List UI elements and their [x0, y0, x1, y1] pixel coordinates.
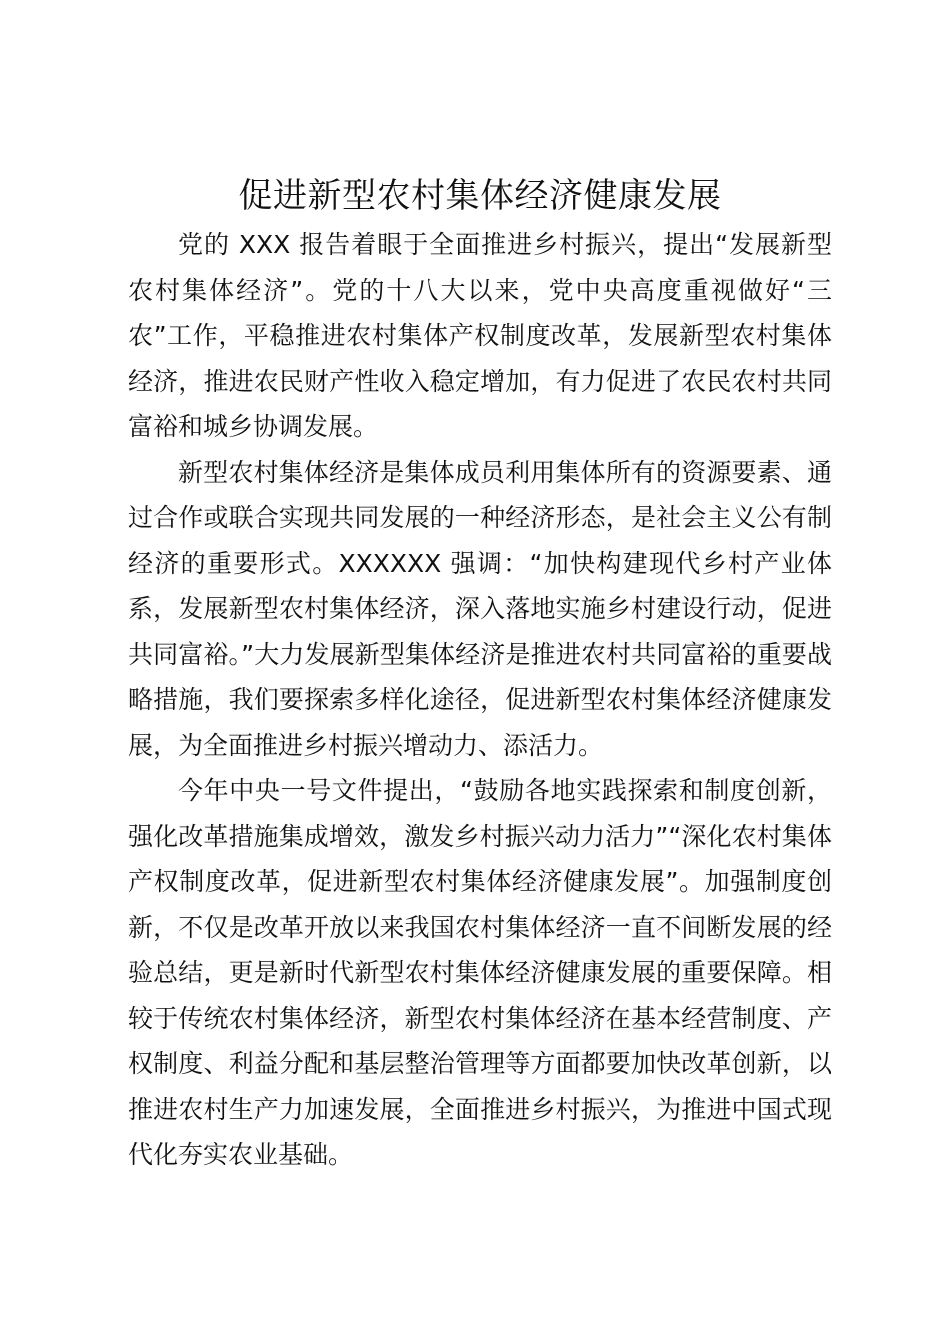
paragraph-1: 党的 XXX 报告着眼于全面推进乡村振兴，提出“发展新型农村集体经济”。党的十八大以来，党中央高度重视做好“三农”工作，平稳推进农村集体产权制度改革，发展新型农村集体经济，推进农民财产性收入稳定增加，有力促进了农民农村共同富裕和城乡协调发展。: [128, 230, 832, 441]
document-page: [128, 170, 832, 1178]
paragraph-3: 今年中央一号文件提出，“鼓励各地实践探索和制度创新，强化改革措施集成增效，激发乡村振兴动力活力”“深化农村集体产权制度改革，促进新型农村集体经济健康发展”。加强制度创新，不仅是改革开放以来我国农村集体经济一直不间断发展的经验总结，更是新时代新型农村集体经济健康发展的重要保障。相较于传统农村集体经济，新型农村集体经济在基本经营制度、产权制度、利益分配和基层整治管理等方面都要加快改革创新，以推进农村生产力加速发展，全面推进乡村振兴，为推进中国式现代化夯实农业基础。: [128, 776, 832, 1169]
paragraph-2: 新型农村集体经济是集体成员利用集体所有的资源要素、通过合作或联合实现共同发展的一种经济形态，是社会主义公有制经济的重要形式。XXXXXX 强调：“加快构建现代乡村产业体系，发展新型农村集体经济，深入落地实施乡村建设行动，促进共同富裕。”大力发展新型集体经济是推进农村共同富裕的重要战略措施，我们要探索多样化途径，促进新型农村集体经济健康发展，为全面推进乡村振兴增动力、添活力。: [128, 457, 832, 760]
document-title: 促进新型农村集体经济健康发展: [238, 176, 722, 216]
